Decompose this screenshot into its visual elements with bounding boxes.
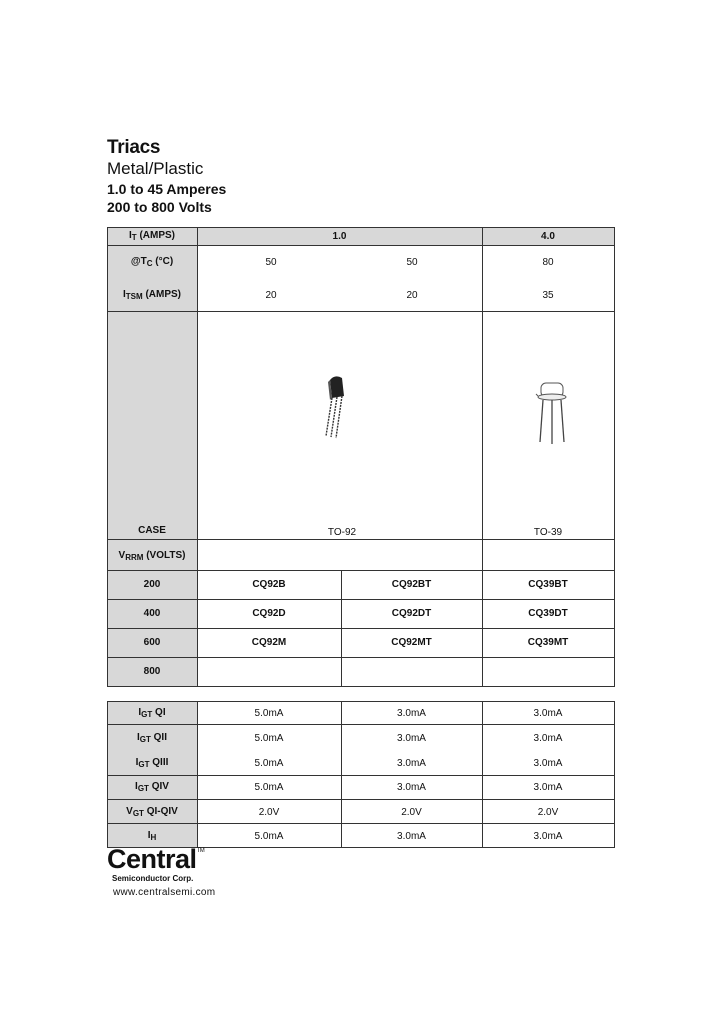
part-number: CQ39MT [527, 637, 569, 648]
igt-value: 3.0mA [533, 732, 563, 744]
itsm-value: 20 [406, 289, 418, 301]
itsm-label: $I_{TSM}$ (AMPS) [122, 289, 181, 301]
central-logo: Central™ [107, 844, 205, 874]
it-value-to92: 1.0 [332, 230, 347, 242]
ih-value: 3.0mA [533, 830, 563, 842]
case-to39: TO-39 [533, 526, 563, 538]
case-label: CASE [138, 525, 166, 536]
igt-qi-label: $I_{GT}$ QI [138, 707, 166, 719]
igt-value: 5.0mA [254, 781, 284, 793]
part-number: CQ92M [251, 637, 287, 648]
igt-value: 5.0mA [254, 732, 284, 744]
igt-value: 3.0mA [397, 757, 426, 769]
to92-package-image [318, 374, 354, 440]
igt-value: 3.0mA [533, 757, 563, 769]
vgt-label: $V_{GT}$ QI-QIV [126, 806, 178, 818]
ih-value: 3.0mA [397, 830, 426, 842]
case-to92: TO-92 [327, 526, 357, 538]
part-number: CQ92B [252, 579, 286, 590]
to39-package-image [534, 378, 570, 446]
igt-qiv-label: $I_{GT}$ QIV [135, 781, 169, 793]
itsm-value: 35 [542, 289, 554, 301]
page-title: Triacs [107, 137, 161, 158]
igt-value: 5.0mA [254, 757, 284, 769]
igt-value: 3.0mA [397, 781, 426, 793]
igt-value: 3.0mA [397, 732, 426, 744]
tc-value: 50 [406, 256, 418, 268]
part-number: CQ92BT [391, 579, 432, 590]
amp-range: 1.0 to 45 Amperes [107, 181, 227, 197]
website-link[interactable]: www.centralsemi.com [113, 887, 216, 898]
vgt-value: 2.0V [258, 806, 280, 818]
tc-value: 50 [265, 256, 277, 268]
voltage-200: 200 [143, 579, 161, 590]
it-value-to39: 4.0 [541, 230, 555, 242]
vrrm-label: $V_{RRM}$ (VOLTS) [118, 550, 186, 562]
part-number: CQ92DT [391, 608, 432, 619]
vgt-value: 2.0V [537, 806, 559, 818]
label-column-bg [107, 701, 197, 847]
igt-value: 3.0mA [533, 707, 563, 719]
part-number: CQ39BT [528, 579, 568, 590]
igt-value: 5.0mA [254, 707, 284, 719]
ih-value: 5.0mA [254, 830, 284, 842]
logo-subtitle: Semiconductor Corp. [112, 874, 194, 883]
voltage-400: 400 [143, 608, 161, 619]
it-label: $I_T$ (AMPS) [128, 230, 175, 242]
igt-value: 3.0mA [533, 781, 563, 793]
igt-value: 3.0mA [397, 707, 426, 719]
itsm-value: 20 [265, 289, 277, 301]
subtitle: Metal/Plastic [107, 159, 204, 178]
igt-qii-label: $I_{GT}$ QII [136, 732, 167, 744]
part-number: CQ92D [252, 608, 286, 619]
part-number: CQ92MT [391, 637, 432, 648]
vgt-value: 2.0V [401, 806, 422, 818]
voltage-600: 600 [143, 637, 161, 648]
igt-qiii-label: $I_{GT}$ QIII [135, 757, 169, 769]
part-number: CQ39DT [528, 608, 568, 619]
tc-label: $@T_C$ (°C) [130, 256, 174, 268]
voltage-800: 800 [143, 666, 161, 677]
volt-range: 200 to 800 Volts [107, 199, 212, 215]
ih-label: $I_H$ [147, 830, 157, 842]
tc-value: 80 [542, 256, 554, 268]
